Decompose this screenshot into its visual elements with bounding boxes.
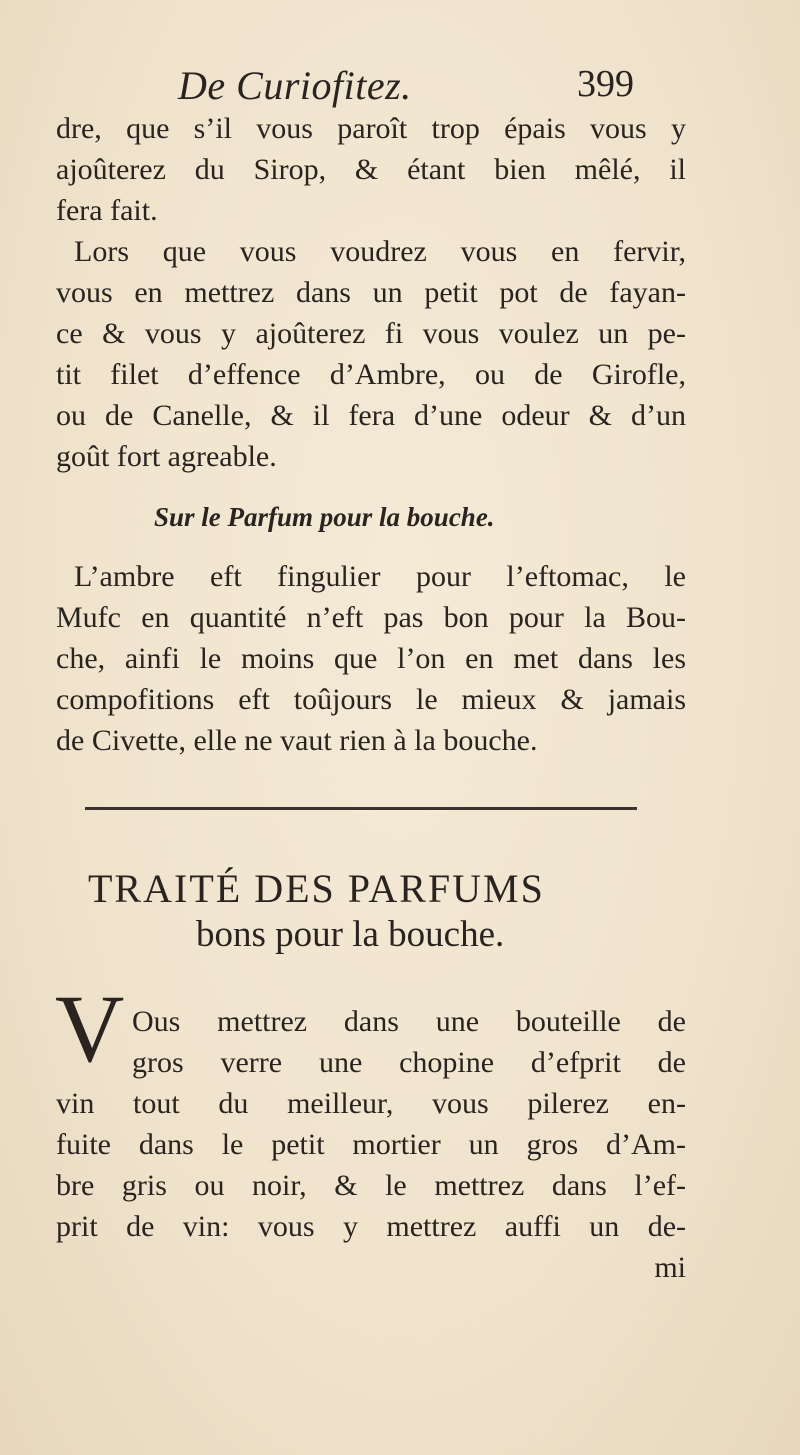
text-line: fuite dans le petit mortier un gros d’Am-: [56, 1128, 686, 1161]
text-line: bre gris ou noir, & le mettrez dans l’ef-: [56, 1169, 686, 1202]
treatise-title: TRAITÉ DES PARFUMS: [88, 866, 545, 911]
section-heading: Sur le Parfum pour la bouche.: [154, 502, 495, 532]
text-line: che, ainfi le moins que l’on en met dans les: [56, 642, 686, 675]
catchword: mi: [654, 1251, 686, 1284]
page-number: 399: [577, 63, 634, 105]
text-line: dre, que s’il vous paroît trop épais vous y: [56, 112, 686, 145]
text-line: ou de Canelle, & il fera d’une odeur & d’un: [56, 399, 686, 432]
text-line: L’ambre eft fingulier pour l’eftomac, le: [74, 560, 686, 593]
section-divider: [85, 807, 637, 810]
text-line: fera fait.: [56, 194, 158, 227]
text-line: gros verre une chopine d’efprit de: [132, 1046, 686, 1079]
text-line: tit filet d’effence d’Ambre, ou de Girofle,: [56, 358, 686, 391]
drop-cap: V: [55, 975, 125, 1082]
text-line: ce & vous y ajoûterez fi vous voulez un pe-: [56, 317, 686, 350]
text-line: Mufc en quantité n’eft pas bon pour la Bou-: [56, 601, 686, 634]
page-header: [0, 62, 800, 112]
text-line: Ous mettrez dans une bouteille de: [132, 1005, 686, 1038]
paragraph-4: [56, 1001, 686, 1288]
paragraph-2: [56, 231, 686, 477]
text-line: vin tout du meilleur, vous pilerez en-: [56, 1087, 686, 1120]
paragraph-1: [56, 108, 686, 231]
paragraph-3: [56, 556, 686, 761]
text-line: goût fort agreable.: [56, 440, 277, 473]
text-line: Lors que vous voudrez vous en fervir,: [74, 235, 686, 268]
text-line: compofitions eft toûjours le mieux & jamais: [56, 683, 686, 716]
running-title: De Curiofitez.: [178, 63, 412, 108]
treatise-subtitle: bons pour la bouche.: [196, 914, 505, 955]
text-line: vous en mettrez dans un petit pot de fayan-: [56, 276, 686, 309]
text-line: prit de vin: vous y mettrez auffi un de-: [56, 1210, 686, 1243]
text-line: ajoûterez du Sirop, & étant bien mêlé, il: [56, 153, 686, 186]
text-line: de Civette, elle ne vaut rien à la bouche.: [56, 724, 538, 757]
